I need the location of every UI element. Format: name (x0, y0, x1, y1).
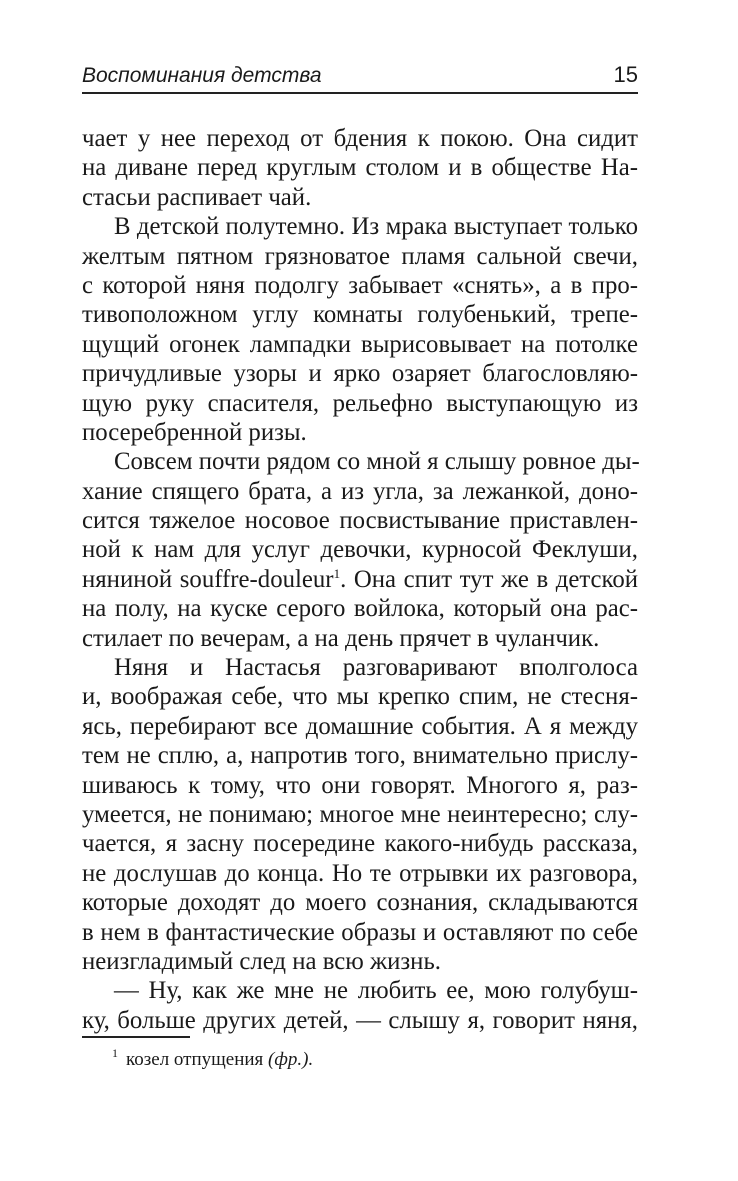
text-line: чает у нее переход от бдения к покою. Она сидит (82, 125, 638, 152)
footnote-source: (фр.). (268, 1049, 314, 1070)
text-line: стилает по вечерам, а на день прячет в чуланчик. (82, 624, 600, 652)
text-line: шиваюсь к тому, что они говорят. Многого я, раз- (82, 771, 638, 799)
text-line: на полу, на куске серого войлока, который она рас- (82, 595, 638, 623)
text-line: Совсем почти рядом со мной я слышу ровное ды- (114, 448, 640, 476)
text-line: в нем в фантастические образы и оставляют по себе (82, 918, 638, 946)
text-line: неизгладимый след на всю жизнь. (82, 947, 441, 975)
footnote-number: 1 (112, 1046, 118, 1060)
text-line: Няня и Настасья разговаривают вполголоса (114, 654, 638, 682)
footnote-text: козел отпущения (126, 1049, 264, 1070)
footnote (112, 1046, 314, 1071)
paragraph (82, 653, 638, 976)
text-segment: . Она спит тут же в детской (340, 565, 639, 593)
text-line: которые доходят до моего сознания, складываются (82, 889, 638, 917)
text-segment: няниной souffre-douleur (82, 565, 334, 593)
text-line: чается, я засну посередине какого-нибудь рассказа, (82, 830, 638, 858)
text-line: не дослушав до конца. Но те отрывки их разговора, (82, 859, 638, 887)
text-line: сится тяжелое носовое посвистывание приставлен- (82, 507, 638, 535)
body-text (82, 124, 638, 1035)
text-line: ной к нам для услуг девочки, курносой Феклуши, (82, 536, 638, 564)
text-line: тивоположном углу комнаты голубенький, трепе- (82, 301, 638, 329)
text-line: ку, больше других детей, — слышу я, говорит няня, (82, 1006, 638, 1034)
text-line: причудливые узоры и ярко озаряет благословляю- (82, 360, 638, 388)
text-line: В детской полутемно. Из мрака выступает только (114, 213, 638, 241)
footnote-mark: 1 (333, 565, 341, 581)
text-line: посеребренной ризы. (82, 418, 307, 446)
text-line: на диване перед круглым столом и в обществе На- (82, 154, 638, 182)
text-line: тем не сплю, а, напротив того, внимательно прислу- (82, 742, 638, 770)
footnote-separator (82, 1036, 190, 1038)
text-line: и, воображая себе, что мы крепко спим, не стесня- (82, 683, 638, 711)
text-line: желтым пятном грязноватое пламя сальной свечи, (82, 242, 638, 270)
text-line: умеется, не понимаю; многое мне неинтересно; слу- (82, 800, 638, 828)
text-line: щущий огонек лампадки вырисовывает на потолке (82, 330, 638, 358)
text-line: щую руку спасителя, рельефно выступающую из (82, 389, 638, 417)
text-line: хание спящего брата, а из угла, за лежанкой, доно- (82, 477, 638, 505)
text-line: ясь, перебирают все домашние события. А я между (82, 712, 638, 740)
running-title: Воспоминания детства (82, 64, 322, 87)
paragraph (82, 212, 638, 447)
text-line: — Ну, как же мне не любить ее, мою голубуш- (114, 977, 638, 1005)
paragraph (82, 976, 638, 1035)
text-line: стасьи распивает чай. (82, 183, 312, 211)
page-number: 15 (613, 62, 638, 87)
running-header (82, 56, 638, 94)
paragraph (82, 447, 638, 653)
paragraph (82, 124, 638, 212)
text-line: с которой няня подолгу забывает «снять», а в про- (82, 271, 638, 299)
text-line-with-footnote (82, 565, 638, 594)
